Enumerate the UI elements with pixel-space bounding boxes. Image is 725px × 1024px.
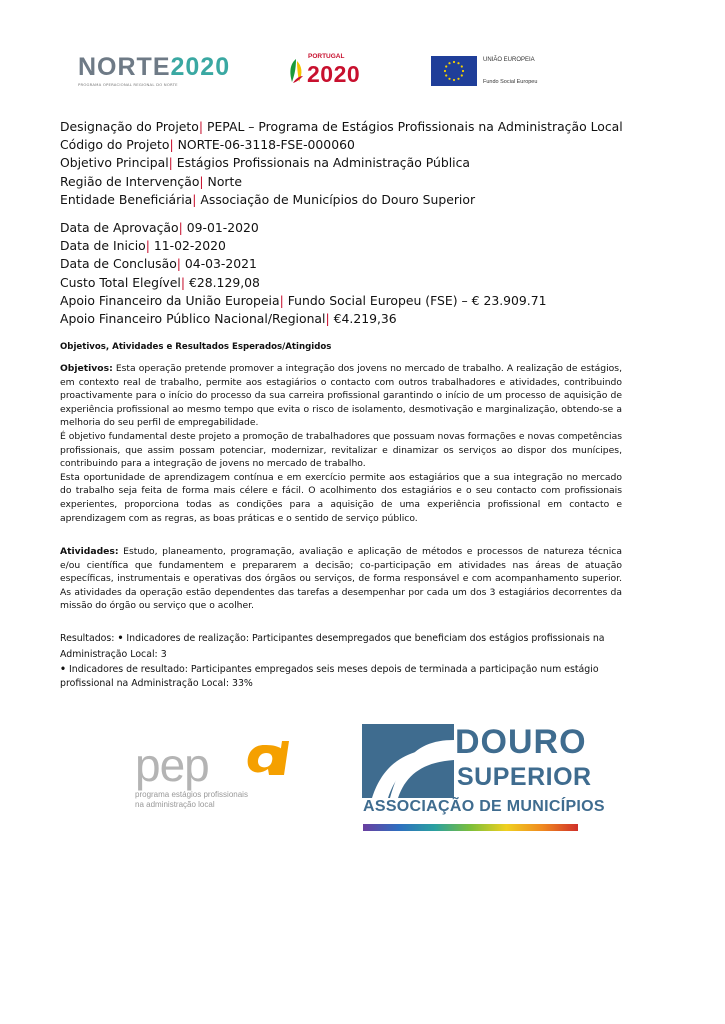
separator: | <box>178 220 183 236</box>
atividades-block <box>60 545 622 613</box>
douro-mark-icon <box>362 720 454 798</box>
resultados-item-1 <box>60 631 622 663</box>
pepal-line-1: programa estágios profissionais <box>135 790 248 799</box>
atividades-label: Atividades: <box>60 546 119 557</box>
entidade-line <box>60 191 670 209</box>
eu-logo <box>431 56 631 88</box>
norte2020-logo <box>78 54 258 87</box>
designacao-value: PEPAL – Programa de Estágios Profissionais na Administração Local <box>206 119 623 134</box>
bullet-icon: • <box>117 633 124 644</box>
atividades-paragraph <box>60 545 622 613</box>
regiao-label: Região de Intervenção <box>60 173 200 189</box>
section-title: Objetivos, Atividades e Resultados Esperados/Atingidos <box>60 342 332 352</box>
resultados-text-1: Indicadores de realização: Participantes desempregados que beneficiam dos estágios profissionais na Administração Local: 3 <box>60 633 605 660</box>
apoio-ue-line <box>60 292 670 310</box>
designacao-label: Designação do Projeto <box>60 119 199 134</box>
entidade-label: Entidade Beneficiária <box>60 191 193 207</box>
codigo-label: Código do Projeto <box>60 137 170 153</box>
objetivo-value: Estágios Profissionais na Administração Pública <box>176 155 470 171</box>
separator: | <box>145 238 150 254</box>
eu-flag-icon <box>431 56 477 86</box>
separator: | <box>176 256 181 272</box>
resultados-item-2 <box>60 663 622 691</box>
bullet-icon: • <box>60 664 66 675</box>
douro-line-2: SUPERIOR <box>457 763 592 791</box>
separator: | <box>180 274 186 290</box>
portugal2020-logo <box>288 52 398 92</box>
objetivos-text-1: Esta operação pretende promover a integração dos jovens no mercado de trabalho. A realização de estágios, em contexto real de trabalho, permite aos estagiários o contacto com outros trabalhadores e atividades, contribuindo proactivamente para o início do processo da sua carreira profissional garantindo o início de um processo de aquisição de experiência profissional ao mesmo tempo que evita o risco de isolamento, desmotivação e marginalização, obtendo-se a melhoria do seu perfil de empregabilidade. <box>60 363 622 429</box>
objetivos-paragraph-2: É objetivo fundamental deste projeto a promoção de trabalhadores que possuam novas formações e novas competências profissionais, que assim possam potenciar, modernizar, revitalizar e dinamizar os serviços ao dispor dos munícipes, contribuindo para a integração de jovens no mercado de trabalho. <box>60 430 622 470</box>
objetivo-line <box>60 154 670 172</box>
separator: | <box>168 155 173 171</box>
project-info <box>60 118 670 328</box>
entidade-value: Associação de Municípios do Douro Superior <box>200 191 476 207</box>
atividades-text: Estudo, planeamento, programação, avaliação e aplicação de métodos e processos de natureza técnica e/ou científica que fundamentem e prepararem a decisão; co-participação em atividades nas áreas de atuação específicas, instrumentais e operativas dos órgãos ou serviços, de forma responsável e com acompanhamento superior. As atividades da operação estão dependentes das tarefas a desempenhar por cada um dos 3 estagiários decorrentes da missão do órgão ou serviço que o acolher. <box>60 546 622 612</box>
conclusao-label: Data de Conclusão <box>60 256 177 272</box>
aprovacao-line <box>60 219 670 237</box>
norte-logo-subtitle: PROGRAMA OPERACIONAL REGIONAL DO NORTE <box>78 82 178 87</box>
norte-logo-year: 2020 <box>170 53 231 81</box>
regiao-line <box>60 173 670 191</box>
codigo-value: NORTE-06-3118-FSE-000060 <box>177 137 355 153</box>
objetivos-paragraph-3: Esta oportunidade de aprendizagem contínua e em exercício permite aos estagiários que a sua integração no mercado do trabalho seja feita de forma mais célere e fácil. O acolhimento dos estagiários e o seu contacto com profissionais experientes, proporciona todas as condições para a aquisição de uma experiência profissional em contacto e aprendizagem com as regras, as boas práticas e o sentido de serviço público. <box>60 471 622 524</box>
resultados-block <box>60 631 622 691</box>
conclusao-line <box>60 255 670 273</box>
separator: | <box>199 173 204 189</box>
objetivo-label: Objetivo Principal <box>60 155 169 171</box>
apoio-nac-line <box>60 310 670 328</box>
pepal-al-icon <box>242 739 290 779</box>
objetivos-block <box>60 362 622 525</box>
douro-line-3: ASSOCIAÇÃO DE MUNICÍPIOS <box>363 798 605 815</box>
douro-rainbow-bar <box>363 824 578 831</box>
separator: | <box>169 137 174 153</box>
pepal-line-2: na administração local <box>135 800 215 809</box>
custo-label: Custo Total Elegível <box>60 274 181 290</box>
separator: | <box>198 119 204 134</box>
header-logos <box>78 52 648 92</box>
codigo-line <box>60 136 670 154</box>
resultados-label: Resultados: <box>60 633 115 644</box>
apoio-nac-value: €4.219,36 <box>333 311 397 327</box>
separator: | <box>325 311 330 327</box>
apoio-ue-value: Fundo Social Europeu (FSE) – € 23.909.71 <box>287 292 547 308</box>
douro-line-1: DOURO <box>455 723 587 761</box>
separator: | <box>192 191 197 207</box>
portugal-year: 2020 <box>307 61 361 87</box>
pepal-logo <box>135 739 335 812</box>
separator: | <box>279 292 284 308</box>
conclusao-value: 04-03-2021 <box>184 256 257 272</box>
apoio-nac-label: Apoio Financeiro Público Nacional/Regional <box>60 311 326 327</box>
aprovacao-label: Data de Aprovação <box>60 220 179 236</box>
regiao-value: Norte <box>207 173 242 189</box>
inicio-value: 11-02-2020 <box>153 238 226 254</box>
apoio-ue-label: Apoio Financeiro da União Europeia <box>60 292 280 308</box>
douro-superior-logo <box>362 720 605 835</box>
aprovacao-value: 09-01-2020 <box>186 220 259 236</box>
custo-value: €28.129,08 <box>188 274 260 290</box>
designacao-line <box>60 118 670 136</box>
portugal-leaf-icon <box>288 58 304 84</box>
norte-logo-text: NORTE <box>78 53 171 81</box>
inicio-label: Data de Inicio <box>60 238 146 254</box>
custo-line <box>60 274 670 292</box>
pepal-logo-word: pep <box>135 739 209 791</box>
portugal-label: PORTUGAL <box>308 53 345 60</box>
inicio-line <box>60 237 670 255</box>
resultados-text-2: Indicadores de resultado: Participantes empregados seis meses depois de terminada a participação num estágio profissional na Administração Local: 33% <box>60 664 599 689</box>
eu-title: UNIÃO EUROPEIA <box>483 57 535 63</box>
objetivos-label: Objetivos: <box>60 363 113 374</box>
eu-fund: Fundo Social Europeu <box>483 79 538 85</box>
objetivos-paragraph-1 <box>60 362 622 430</box>
